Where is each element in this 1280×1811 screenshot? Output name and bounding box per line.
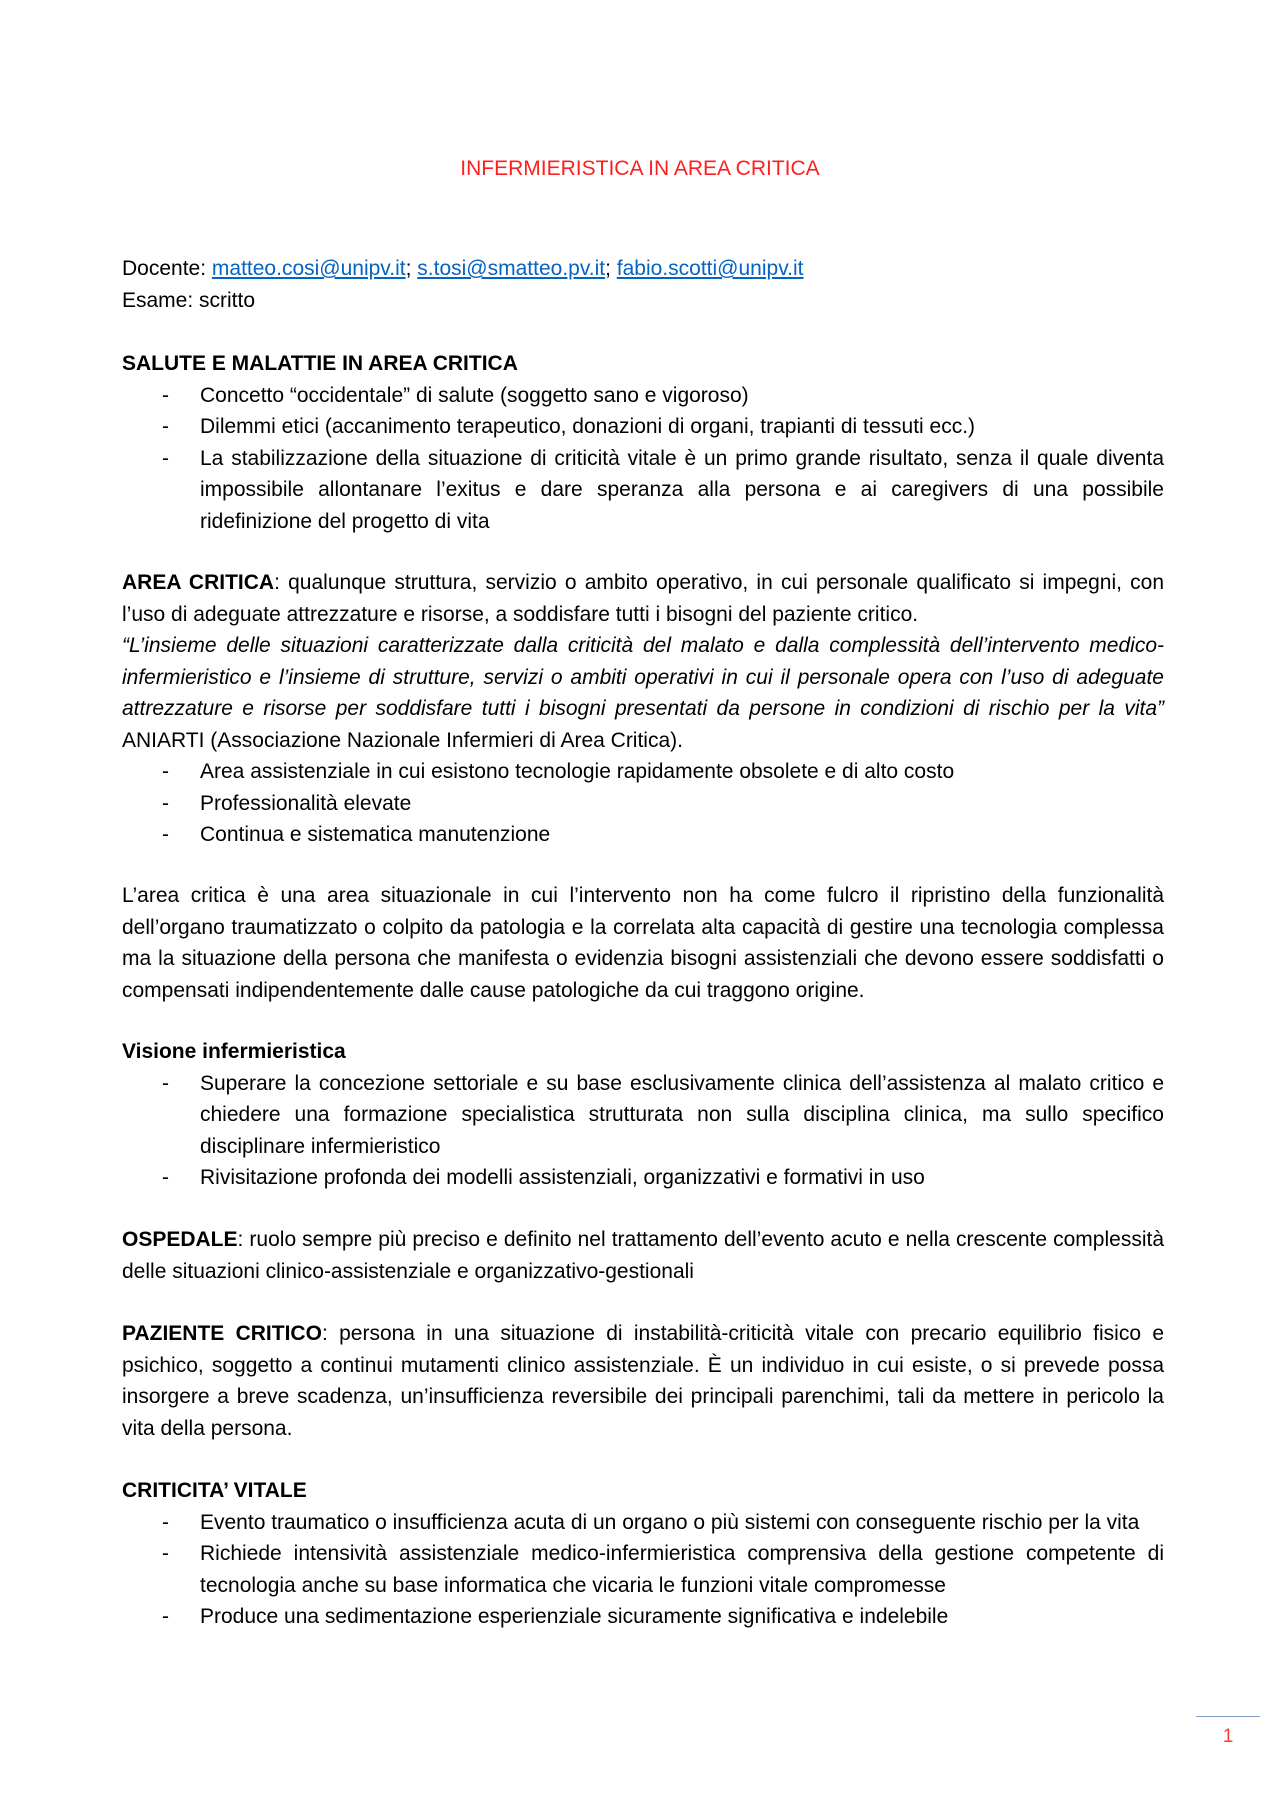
section-ospedale bbox=[122, 1224, 1164, 1287]
document-title: INFERMIERISTICA IN AREA CRITICA bbox=[460, 157, 820, 180]
situazionale-paragraph: L’area critica è una area situazionale in cui l’intervento non ha come fulcro il ripristino della funzionalità dell’organo traumatizzato o colpito da patologia e la correlata alta capacità di gestire una tecnologia complessa ma la situazione della persona che manifesta o evidenzia bisogni assistenziali che devono essere soddisfatti o compensati indipendentemente dalle cause patologiche da cui traggono origine. bbox=[122, 884, 1164, 1002]
docente-label: Docente: bbox=[122, 257, 207, 280]
section-area-critica bbox=[122, 567, 1164, 851]
dash-bullet: - bbox=[162, 1510, 169, 1534]
salute-list bbox=[122, 380, 1164, 538]
dash-bullet: - bbox=[162, 1166, 169, 1189]
area-critica-definition: AREA CRITICA: qualunque struttura, servizio o ambito operativo, in cui personale qualificato si impegni, con l’uso di adeguate attrezzature e risorse, a soddisfare tutti i bisogni del paziente critico. bbox=[122, 571, 1164, 626]
footer-divider bbox=[1196, 1716, 1260, 1717]
dash-bullet: - bbox=[162, 823, 169, 846]
email-separator: ; bbox=[605, 257, 611, 280]
section-salute bbox=[122, 348, 1164, 537]
section-visione bbox=[122, 1036, 1164, 1194]
list-item: - Area assistenziale in cui esistono tecnologie rapidamente obsolete e di alto costo bbox=[122, 756, 1164, 788]
section-heading-salute: SALUTE E MALATTIE IN AREA CRITICA bbox=[122, 352, 518, 375]
esame-line: Esame: scritto bbox=[122, 288, 256, 312]
ospedale-definition: OSPEDALE: ruolo sempre più preciso e definito nel trattamento dell’evento acuto e nella crescente complessità delle situazioni clinico-assistenziale e organizzativo-gestionali bbox=[122, 1228, 1164, 1283]
visione-list bbox=[122, 1068, 1164, 1194]
section-heading-criticita: CRITICITA’ VITALE bbox=[122, 1479, 307, 1502]
email-link-scotti[interactable]: fabio.scotti@unipv.it bbox=[616, 257, 804, 280]
dash-bullet: - bbox=[162, 1071, 169, 1095]
dash-bullet: - bbox=[162, 1542, 169, 1565]
list-item: - Concetto “occidentale” di salute (soggetto sano e vigoroso) bbox=[122, 380, 1164, 412]
list-item: - Dilemmi etici (accanimento terapeutico, donazioni di organi, trapianti di tessuti ecc.) bbox=[122, 411, 1164, 443]
list-item: - Continua e sistematica manutenzione bbox=[122, 819, 1164, 851]
dash-bullet: - bbox=[162, 791, 169, 815]
page-number: 1 bbox=[1222, 1726, 1234, 1747]
dash-bullet: - bbox=[162, 383, 169, 407]
list-item: - Evento traumatico o insufficienza acuta di un organo o più sistemi con conseguente rischio per la vita bbox=[122, 1507, 1164, 1539]
term-area-critica: AREA CRITICA bbox=[122, 571, 275, 594]
section-paziente bbox=[122, 1318, 1164, 1444]
docente-line bbox=[122, 253, 1164, 285]
quote-source: ANIARTI (Associazione Nazionale Infermieri di Area Critica). bbox=[122, 728, 683, 752]
list-item: - La stabilizzazione della situazione di criticità vitale è un primo grande risultato, senza il quale diventa impossibile allontanare l’exitus e dare speranza alla persona e ai caregivers di una possibile ridefinizione del progetto di vita bbox=[122, 443, 1164, 538]
area-critica-list bbox=[122, 756, 1164, 851]
list-item: - Rivisitazione profonda dei modelli assistenziali, organizzativi e formativi in uso bbox=[122, 1162, 1164, 1194]
term-paziente-critico: PAZIENTE CRITICO bbox=[122, 1322, 322, 1345]
list-item: - Produce una sedimentazione esperienziale sicuramente significativa e indelebile bbox=[122, 1601, 1164, 1633]
dash-bullet: - bbox=[162, 415, 169, 438]
list-item: - Superare la concezione settoriale e su base esclusivamente clinica dell’assistenza al malato critico e chiedere una formazione specialistica strutturata non sulla disciplina clinica, ma sullo specifico disciplinare infermieristico bbox=[122, 1068, 1164, 1163]
aniarti-quote bbox=[122, 630, 1164, 756]
quote-text: “L’insieme delle situazioni caratterizzate dalla criticità del malato e dalla complessità dell’intervento medico-infermieristico e l’insieme di strutture, servizi o ambiti operativi in cui il personale opera con l’uso di adeguate attrezzature e risorse per soddisfare tutti i bisogni presentati da persone in condizioni di rischio per la vita” bbox=[122, 634, 1164, 720]
header-info bbox=[122, 253, 1164, 316]
dash-bullet: - bbox=[162, 446, 169, 470]
email-separator: ; bbox=[405, 257, 412, 280]
list-item: - Professionalità elevate bbox=[122, 788, 1164, 820]
email-link-tosi[interactable]: s.tosi@smatteo.pv.it bbox=[417, 257, 606, 280]
section-situazionale bbox=[122, 880, 1164, 1006]
email-link-cosi[interactable]: matteo.cosi@unipv.it bbox=[211, 257, 406, 280]
dash-bullet: - bbox=[162, 1605, 169, 1628]
section-criticita bbox=[122, 1475, 1164, 1633]
dash-bullet: - bbox=[162, 760, 169, 783]
criticita-list bbox=[122, 1507, 1164, 1633]
list-item: - Richiede intensività assistenziale medico-infermieristica comprensiva della gestione competente di tecnologia anche su base informatica che vicaria le funzioni vitale compromesse bbox=[122, 1538, 1164, 1601]
paziente-definition: PAZIENTE CRITICO: persona in una situazione di instabilità-criticità vitale con precario equilibrio fisico e psichico, soggetto a continui mutamenti clinico assistenziale. È un individuo in cui esiste, o si prevede possa insorgere a breve scadenza, un’insufficienza reversibile dei principali parenchimi, tali da mettere in pericolo la vita della persona. bbox=[122, 1322, 1164, 1440]
term-ospedale: OSPEDALE bbox=[122, 1228, 238, 1251]
section-heading-visione: Visione infermieristica bbox=[122, 1040, 346, 1063]
